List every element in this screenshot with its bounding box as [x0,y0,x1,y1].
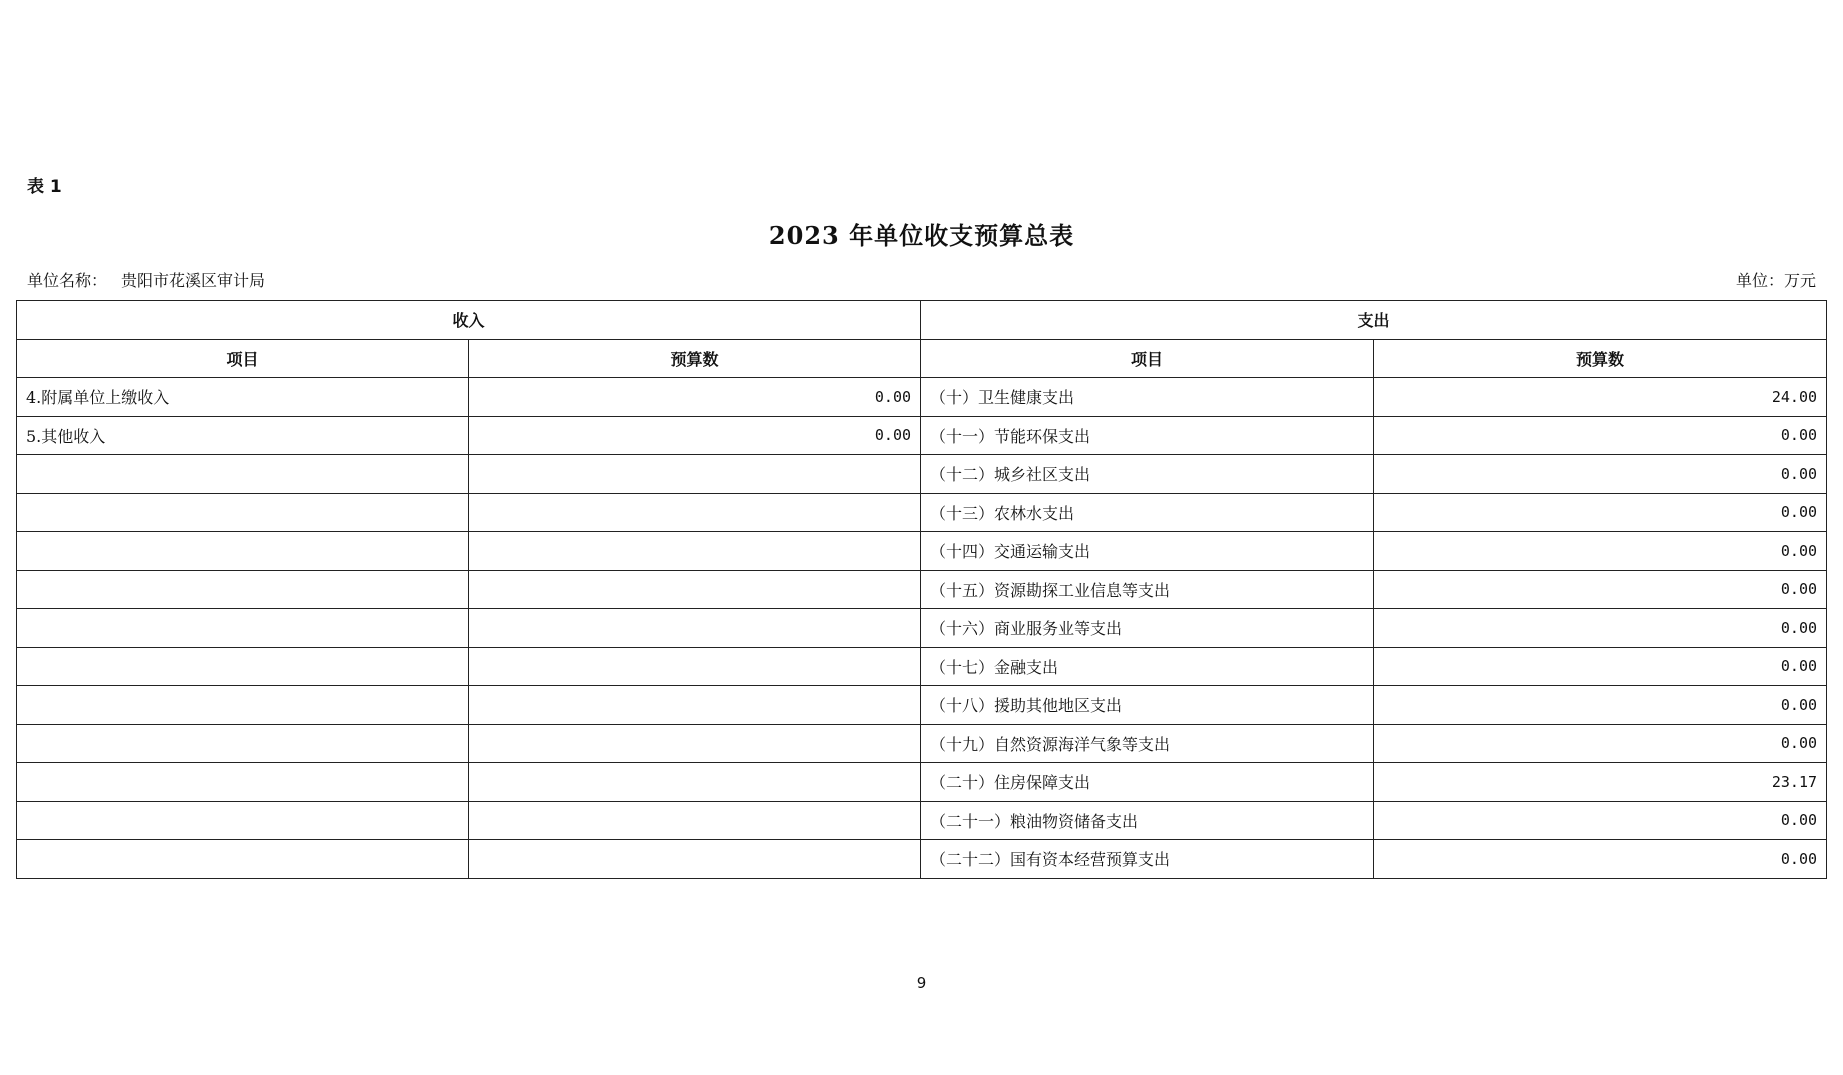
expenditure-amount-cell: 0.00 [1374,724,1827,763]
income-item-cell [17,455,469,494]
income-amount-cell [469,570,921,609]
table-row [17,570,1827,609]
income-group-header: 收入 [17,301,921,340]
table-row [17,801,1827,840]
expenditure-amount-cell: 0.00 [1374,801,1827,840]
income-item-header: 项目 [17,339,469,378]
expenditure-amount-cell: 24.00 [1374,378,1827,417]
income-item-cell [17,724,469,763]
table-row [17,416,1827,455]
expenditure-item-cell: （十）卫生健康支出 [921,378,1374,417]
income-item-cell [17,840,469,879]
expenditure-item-cell: （十七）金融支出 [921,647,1374,686]
expenditure-amount-cell: 0.00 [1374,609,1827,648]
expenditure-group-header: 支出 [921,301,1827,340]
income-amount-header: 预算数 [469,339,921,378]
income-item-cell [17,532,469,571]
expenditure-item-cell: （十二）城乡社区支出 [921,455,1374,494]
income-amount-cell [469,647,921,686]
expenditure-item-cell: （十九）自然资源海洋气象等支出 [921,724,1374,763]
table-row [17,840,1827,879]
income-amount-cell [469,724,921,763]
meta-row [27,268,1816,291]
income-amount-cell [469,493,921,532]
income-item-cell: 4.附属单位上缴收入 [17,378,469,417]
table-row [17,378,1827,417]
page-title: 2023 年单位收支预算总表 [768,221,1075,250]
income-amount-cell [469,455,921,494]
expenditure-item-cell: （二十）住房保障支出 [921,763,1374,802]
expenditure-item-cell: （二十二）国有资本经营预算支出 [921,840,1374,879]
income-item-cell: 5.其他收入 [17,416,469,455]
expenditure-amount-cell: 0.00 [1374,647,1827,686]
income-amount-cell [469,609,921,648]
income-amount-cell [469,532,921,571]
group-header-row [17,301,1827,340]
table-row [17,455,1827,494]
table-row [17,724,1827,763]
expenditure-item-cell: （十五）资源勘探工业信息等支出 [921,570,1374,609]
income-amount-cell [469,763,921,802]
income-item-cell [17,570,469,609]
income-item-cell [17,493,469,532]
income-amount-cell [469,686,921,725]
table-row [17,609,1827,648]
table-row [17,763,1827,802]
income-item-cell [17,647,469,686]
expenditure-item-header: 项目 [921,339,1374,378]
expenditure-amount-cell: 0.00 [1374,570,1827,609]
currency-unit: 单位：万元 [1735,271,1816,290]
expenditure-item-cell: （十六）商业服务业等支出 [921,609,1374,648]
expenditure-item-cell: （十一）节能环保支出 [921,416,1374,455]
table-row [17,532,1827,571]
income-item-cell [17,801,469,840]
table-label: 表 1 [27,177,62,197]
table-row [17,686,1827,725]
income-amount-cell: 0.00 [469,416,921,455]
expenditure-amount-cell: 0.00 [1374,416,1827,455]
column-header-row [17,339,1827,378]
expenditure-item-cell: （十三）农林水支出 [921,493,1374,532]
page-number: 9 [916,974,927,992]
income-item-cell [17,763,469,802]
expenditure-amount-cell: 0.00 [1374,840,1827,879]
unit-name [27,268,279,291]
income-amount-cell [469,840,921,879]
expenditure-amount-cell: 0.00 [1374,493,1827,532]
table-row [17,493,1827,532]
expenditure-amount-cell: 23.17 [1374,763,1827,802]
expenditure-amount-cell: 0.00 [1374,455,1827,494]
income-amount-cell: 0.00 [469,378,921,417]
expenditure-amount-header: 预算数 [1374,339,1827,378]
income-amount-cell [469,801,921,840]
table-row [17,647,1827,686]
expenditure-item-cell: （二十一）粮油物资储备支出 [921,801,1374,840]
budget-summary-table [16,300,1827,879]
expenditure-amount-cell: 0.00 [1374,532,1827,571]
expenditure-item-cell: （十八）援助其他地区支出 [921,686,1374,725]
table-body [17,378,1827,879]
unit-name-value: 贵阳市花溪区审计局 [121,271,266,290]
expenditure-item-cell: （十四）交通运输支出 [921,532,1374,571]
income-item-cell [17,609,469,648]
expenditure-amount-cell: 0.00 [1374,686,1827,725]
income-item-cell [17,686,469,725]
unit-name-label: 单位名称： [27,271,108,290]
